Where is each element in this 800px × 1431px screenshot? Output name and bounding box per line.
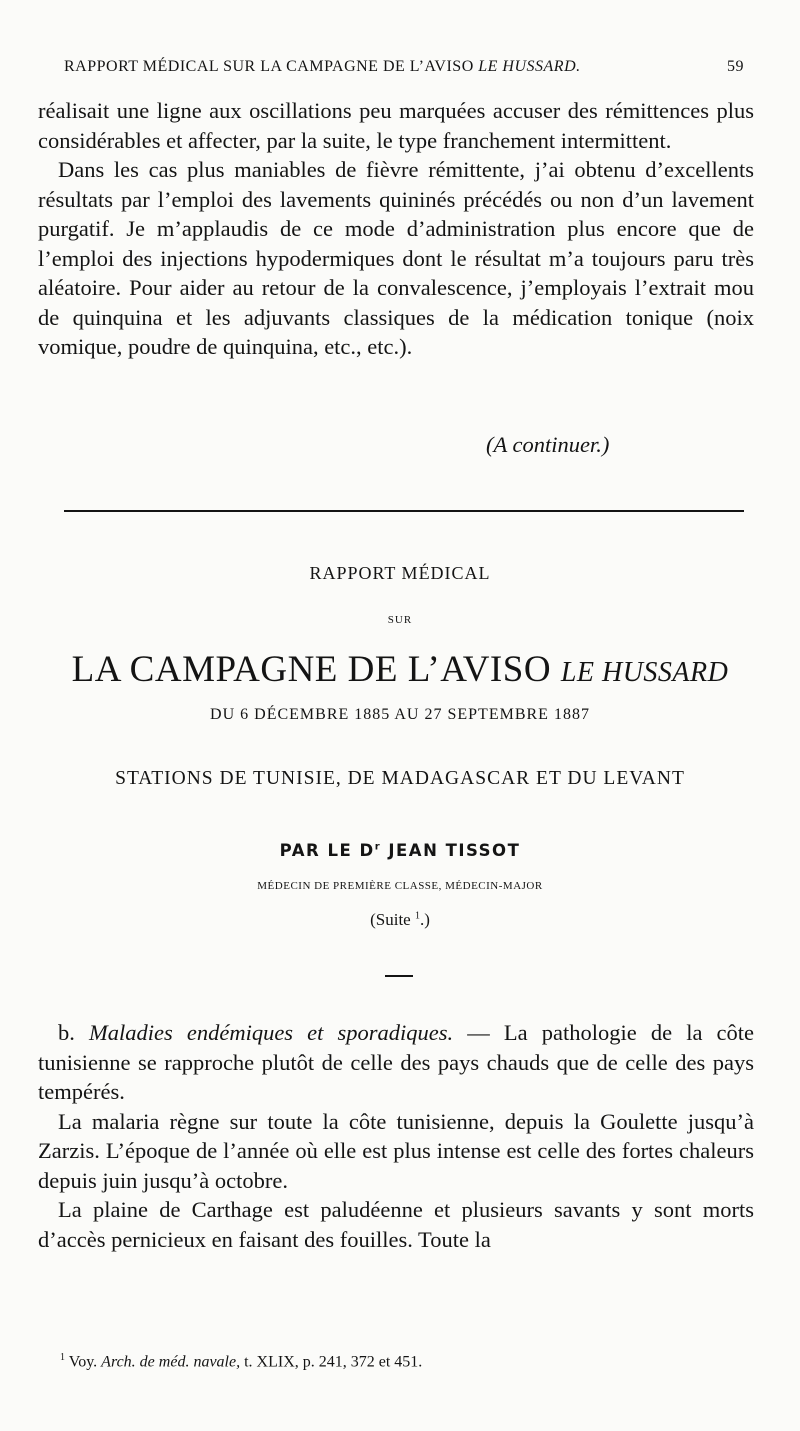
previous-article-text bbox=[38, 96, 754, 362]
paragraph: b. Maladies endémiques et sporadiques. — La pathologie de la côte tunisienne se rapproche plutôt de celle des pays chauds que de celle des pays tempérés. bbox=[38, 1020, 755, 1104]
running-title-ship: LE HUSSARD. bbox=[478, 58, 581, 75]
footnote-source: Arch. de méd. navale, bbox=[101, 1353, 241, 1371]
ship-name: LE HUSSARD bbox=[560, 657, 729, 688]
section-title: Maladies endémiques et sporadiques. bbox=[89, 1020, 454, 1045]
article-author: PAR LE $D^r$ JEAN TISSOT bbox=[279, 841, 521, 860]
suite-note: (Suite $^1$.) bbox=[370, 910, 430, 929]
author-rank: MÉDECIN DE PREMIÈRE CLASSE, MÉDECIN-MAJOR bbox=[257, 880, 543, 892]
article-dates: DU 6 DÉCEMBRE 1885 AU 27 SEPTEMBRE 1887 bbox=[210, 706, 590, 723]
article-title-line2: SUR bbox=[387, 614, 413, 626]
paragraph: Dans les cas plus maniables de fièvre rémittente, j’ai obtenu d’excellents résultats par l’emploi des lavements quininés précédés ou non d’un lavement purgatif. Je m’applaudis de ce mode d’administration plus encore que de l’emploi des injections hypodermiques dont le résultat m’a toujours paru très aléatoire. Pour aider au retour de la convalescence, j’employais l’extrait mou de quinquina et les adjuvants classiques de la médication tonique (noix vomique, poudre de quinquina, etc., etc.). bbox=[38, 157, 754, 359]
footnote-marker: 1 bbox=[60, 1352, 65, 1363]
article-stations: STATIONS DE TUNISIE, DE MADAGASCAR ET DU LEVANT bbox=[115, 768, 685, 789]
page-number: 59 bbox=[727, 58, 744, 75]
paragraph: réalisait une ligne aux oscillations peu marquées accuser des rémittences plus considérables et affecter, par la suite, le type franchement intermittent. bbox=[38, 98, 754, 153]
running-header bbox=[64, 58, 744, 82]
article-title-line1: RAPPORT MÉDICAL bbox=[309, 563, 491, 583]
article-main-title: LA CAMPAGNE DE L’AVISO LE HUSSARD bbox=[71, 649, 729, 690]
short-divider bbox=[385, 975, 413, 977]
continuation-note: (A continuer.) bbox=[486, 432, 610, 457]
section-divider bbox=[64, 510, 744, 512]
paragraph: La plaine de Carthage est paludéenne et plusieurs savants y sont morts d’accès pernicieux en faisant des fouilles. Toute la bbox=[38, 1197, 754, 1252]
paragraph: La malaria règne sur toute la côte tunisienne, depuis la Goulette jusqu’à Zarzis. L’époque de l’année où elle est plus intense est celle des fortes chaleurs depuis juin jusqu’à octobre. bbox=[38, 1108, 754, 1193]
section-letter: b. bbox=[58, 1020, 75, 1045]
footnote: $^1$ Voy. Arch. de méd. navale, t. XLIX, p. 241, 372 et 451. bbox=[60, 1352, 423, 1371]
article-body bbox=[38, 1018, 754, 1254]
running-title: RAPPORT MÉDICAL SUR LA CAMPAGNE DE L’AVISO LE HUSSARD. bbox=[64, 58, 581, 75]
